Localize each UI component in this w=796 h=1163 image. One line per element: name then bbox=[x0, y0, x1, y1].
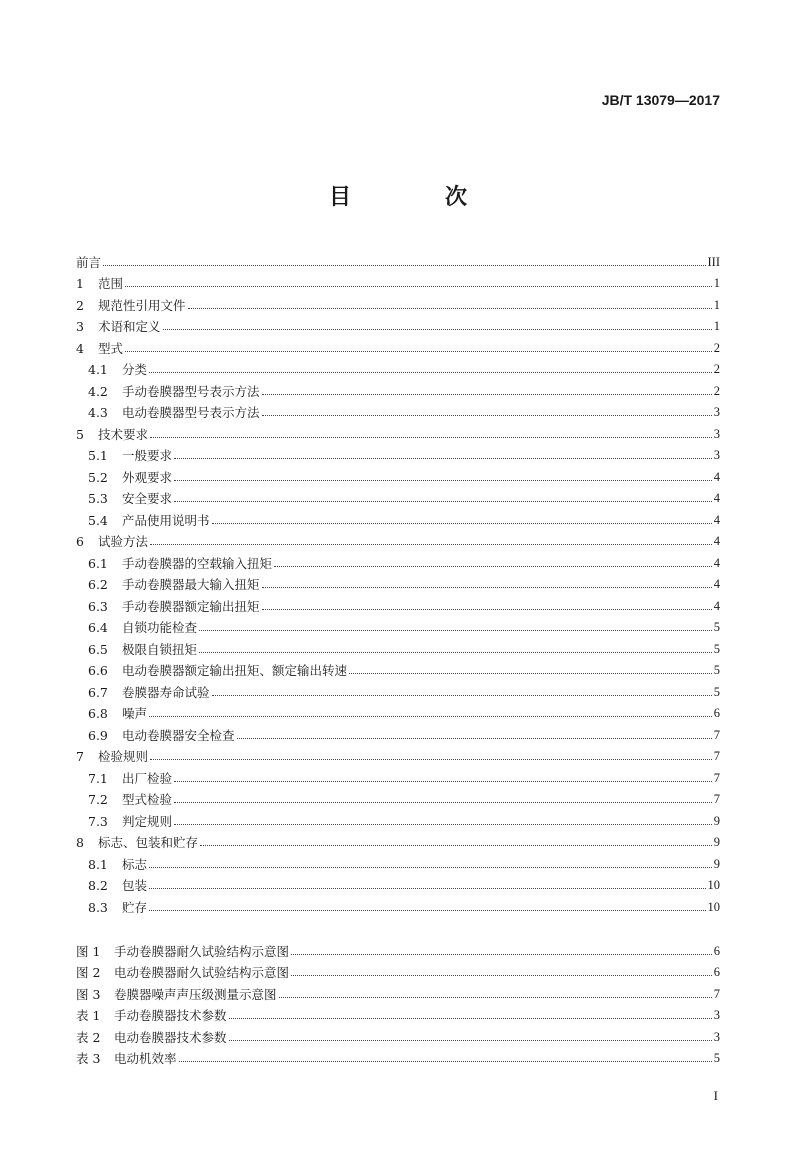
toc-entry-page: 6 bbox=[713, 965, 720, 979]
toc-entry[interactable] bbox=[76, 893, 720, 915]
toc-entry[interactable] bbox=[76, 248, 720, 270]
dot-leader bbox=[174, 479, 712, 481]
toc-entry-label: 安全要求 bbox=[122, 491, 173, 506]
toc-entry-label: 手动卷膜器技术参数 bbox=[114, 1008, 227, 1023]
toc-entry[interactable] bbox=[76, 959, 720, 981]
toc-entry-label: 极限自锁扭矩 bbox=[122, 641, 198, 657]
toc-entry-label: 手动卷膜器型号表示方法 bbox=[122, 383, 260, 399]
toc-entry-label: 手动卷膜器耐久试验结构示意图 bbox=[114, 943, 290, 959]
toc-entry[interactable] bbox=[76, 1045, 720, 1067]
toc-entry-page: 4 bbox=[713, 469, 720, 484]
toc-entry-number: 6.3 bbox=[88, 598, 108, 614]
toc-entry-label: 出厂检验 bbox=[122, 770, 173, 786]
dot-leader bbox=[188, 307, 712, 309]
page-number: I bbox=[713, 1088, 718, 1103]
toc-entry-page: 7 bbox=[713, 770, 720, 785]
toc-entry-number: 6.4 bbox=[88, 620, 108, 635]
toc-entry-number: 5.2 bbox=[88, 469, 108, 485]
dot-leader bbox=[212, 694, 712, 696]
toc-entry-label: 标志、包装和贮存 bbox=[98, 835, 199, 850]
toc-entry[interactable] bbox=[76, 764, 720, 786]
dot-leader bbox=[279, 996, 712, 998]
toc-entry[interactable] bbox=[76, 377, 720, 399]
toc-entry-label: 规范性引用文件 bbox=[98, 297, 186, 313]
dot-leader bbox=[229, 1039, 712, 1041]
toc-entry[interactable] bbox=[76, 291, 720, 313]
toc-entry[interactable] bbox=[76, 614, 720, 636]
toc-entry-number: 4.2 bbox=[88, 383, 108, 399]
toc-entry[interactable] bbox=[76, 850, 720, 872]
toc-entry[interactable] bbox=[76, 635, 720, 657]
toc-entry-number: 7.1 bbox=[88, 770, 108, 786]
toc-entry-number: 7 bbox=[76, 749, 84, 764]
toc-entry-page: 4 bbox=[713, 491, 720, 505]
toc-entry-page: 7 bbox=[713, 749, 720, 763]
dot-leader bbox=[174, 780, 712, 782]
figure-table-list bbox=[76, 937, 720, 1066]
toc-entry-number: 4.1 bbox=[88, 362, 108, 377]
toc-entry-page: 2 bbox=[713, 340, 720, 355]
dot-leader bbox=[262, 414, 712, 416]
dot-leader bbox=[149, 866, 712, 868]
toc-entry[interactable] bbox=[76, 678, 720, 700]
toc-entry-page: 5 bbox=[713, 684, 720, 699]
toc-entry[interactable] bbox=[76, 786, 720, 808]
dot-leader bbox=[149, 909, 705, 911]
toc-entry-page: 4 bbox=[713, 598, 720, 613]
toc-entry-page: 4 bbox=[713, 555, 720, 570]
toc-entry-label: 技术要求 bbox=[98, 426, 149, 442]
toc-entry[interactable] bbox=[76, 506, 720, 528]
toc-entry-page: 2 bbox=[713, 362, 720, 376]
toc-entry-label: 电动卷膜器技术参数 bbox=[114, 1029, 227, 1045]
dot-leader bbox=[149, 715, 712, 717]
toc-entry[interactable] bbox=[76, 270, 720, 292]
toc-entry-number: 5.1 bbox=[88, 448, 108, 463]
toc-entry-label: 电动卷膜器型号表示方法 bbox=[122, 405, 260, 420]
toc-entry-page: 4 bbox=[713, 512, 720, 527]
toc-entry-label: 电动卷膜器安全检查 bbox=[122, 727, 235, 743]
toc-entry-number: 表 3 bbox=[76, 1051, 101, 1066]
dot-leader bbox=[291, 974, 712, 976]
dot-leader bbox=[125, 285, 712, 287]
toc-entry-number: 图 3 bbox=[76, 986, 101, 1002]
toc-entry[interactable] bbox=[76, 549, 720, 571]
toc-entry[interactable] bbox=[76, 980, 720, 1002]
toc-entry-page: III bbox=[707, 254, 720, 269]
toc-entry-page: 1 bbox=[713, 319, 720, 333]
toc-entry-page: 3 bbox=[713, 1008, 720, 1022]
dot-leader bbox=[200, 844, 712, 846]
toc-entry-number: 5.4 bbox=[88, 512, 108, 528]
toc-entry-label: 贮存 bbox=[122, 899, 148, 915]
toc-entry-label: 电动卷膜器耐久试验结构示意图 bbox=[114, 965, 290, 980]
toc-entry-page: 9 bbox=[713, 813, 720, 828]
toc-entry-number: 表 1 bbox=[76, 1008, 101, 1023]
toc-entry-number: 4 bbox=[76, 340, 84, 356]
toc-entry-number: 6.7 bbox=[88, 684, 108, 700]
toc-entry-number: 表 2 bbox=[76, 1029, 101, 1045]
toc-entry-page: 3 bbox=[713, 426, 720, 441]
toc-entry[interactable] bbox=[76, 485, 720, 507]
toc-entry-number: 8.3 bbox=[88, 899, 108, 915]
toc-entry[interactable] bbox=[76, 1002, 720, 1024]
dot-leader bbox=[199, 651, 712, 653]
dot-leader bbox=[150, 758, 712, 760]
toc-entry-label: 手动卷膜器的空载输入扭矩 bbox=[122, 555, 273, 571]
toc-entry-number: 图 2 bbox=[76, 965, 101, 980]
toc-entry-label: 范围 bbox=[98, 276, 124, 291]
toc-entry-label: 电动机效率 bbox=[114, 1051, 177, 1066]
dot-leader bbox=[199, 629, 712, 631]
dot-leader bbox=[149, 371, 712, 373]
toc-entry-page: 5 bbox=[713, 641, 720, 656]
dot-leader bbox=[212, 522, 712, 524]
toc-entry-number: 5 bbox=[76, 426, 84, 442]
dot-leader bbox=[262, 586, 712, 588]
toc-entry[interactable] bbox=[76, 657, 720, 679]
toc-entry-number: 8.2 bbox=[88, 878, 108, 893]
toc-entry-number: 8 bbox=[76, 835, 84, 850]
toc-entry-label: 型式 bbox=[98, 340, 124, 356]
toc-entry-number: 7.2 bbox=[88, 792, 108, 807]
dot-leader bbox=[237, 737, 712, 739]
toc-entry-page: 4 bbox=[713, 534, 720, 548]
dot-leader bbox=[174, 801, 712, 803]
toc-entry[interactable] bbox=[76, 937, 720, 959]
toc-entry-label: 外观要求 bbox=[122, 469, 173, 485]
toc-entry-page: 3 bbox=[713, 405, 720, 419]
page-title: 目 次 bbox=[328, 185, 503, 210]
dot-leader bbox=[179, 1060, 712, 1062]
toc-entry-page: 10 bbox=[707, 899, 720, 914]
toc-entry-number: 6.8 bbox=[88, 706, 108, 721]
toc-entry-label: 分类 bbox=[122, 362, 148, 377]
toc-entry[interactable] bbox=[76, 313, 720, 335]
toc-entry-page: 6 bbox=[713, 943, 720, 958]
toc-entry-number: 6.5 bbox=[88, 641, 108, 657]
dot-leader bbox=[262, 608, 712, 610]
dot-leader bbox=[150, 436, 712, 438]
toc-entry-page: 6 bbox=[713, 706, 720, 720]
toc-entry-label: 型式检验 bbox=[122, 792, 173, 807]
toc-entry-number: 6 bbox=[76, 534, 84, 549]
toc-entry-page: 3 bbox=[713, 1029, 720, 1044]
toc-entry[interactable] bbox=[76, 571, 720, 593]
toc-entry-page: 4 bbox=[713, 577, 720, 591]
dot-leader bbox=[125, 350, 712, 352]
toc-entry[interactable] bbox=[76, 592, 720, 614]
dot-leader bbox=[149, 887, 705, 889]
toc-entry[interactable] bbox=[76, 399, 720, 421]
toc-entry[interactable] bbox=[76, 743, 720, 765]
toc-entry-label: 电动卷膜器额定输出扭矩、额定输出转速 bbox=[122, 663, 348, 678]
toc-entry[interactable] bbox=[76, 872, 720, 894]
toc-entry-label: 手动卷膜器最大输入扭矩 bbox=[122, 577, 260, 592]
toc-entry[interactable] bbox=[76, 420, 720, 442]
dot-leader bbox=[174, 457, 712, 459]
toc-entry[interactable] bbox=[76, 334, 720, 356]
dot-leader bbox=[174, 500, 712, 502]
toc-entry[interactable] bbox=[76, 700, 720, 722]
dot-leader bbox=[274, 565, 712, 567]
toc-entry-number: 4.3 bbox=[88, 405, 108, 420]
toc-entry-number: 3 bbox=[76, 319, 84, 334]
toc-entry-label: 检验规则 bbox=[98, 749, 149, 764]
toc-entry-label: 包装 bbox=[122, 878, 148, 893]
toc-entry-number: 6.2 bbox=[88, 577, 108, 592]
toc-entry-label: 术语和定义 bbox=[98, 319, 161, 334]
toc-entry[interactable] bbox=[76, 463, 720, 485]
toc-entry-page: 2 bbox=[713, 383, 720, 398]
toc-entry-page: 7 bbox=[713, 727, 720, 742]
toc-entry-number: 8.1 bbox=[88, 856, 108, 872]
toc-entry-page: 9 bbox=[713, 835, 720, 849]
toc-entry-label: 噪声 bbox=[122, 706, 148, 721]
toc-entry-number: 5.3 bbox=[88, 491, 108, 506]
toc-entry[interactable] bbox=[76, 829, 720, 851]
dot-leader bbox=[229, 1017, 712, 1019]
toc-entry-page: 1 bbox=[713, 297, 720, 312]
toc-entry[interactable] bbox=[76, 528, 720, 550]
toc-entry[interactable] bbox=[76, 721, 720, 743]
toc-entry-page: 1 bbox=[713, 276, 720, 290]
dot-leader bbox=[150, 543, 712, 545]
dot-leader bbox=[291, 953, 712, 955]
toc-entry-number: 7.3 bbox=[88, 813, 108, 829]
toc-entry-number: 2 bbox=[76, 297, 84, 313]
toc-entry-page: 5 bbox=[713, 663, 720, 677]
toc-entry-page: 7 bbox=[713, 986, 720, 1001]
standard-code: JB/T 13079—2017 bbox=[601, 92, 720, 108]
toc-list bbox=[76, 248, 720, 915]
toc-entry-number: 图 1 bbox=[76, 943, 101, 959]
toc-entry-label: 手动卷膜器额定输出扭矩 bbox=[122, 598, 260, 614]
toc-entry-label: 试验方法 bbox=[98, 534, 149, 549]
toc-entry[interactable] bbox=[76, 807, 720, 829]
toc-entry-label: 自锁功能检查 bbox=[122, 620, 198, 635]
dot-leader bbox=[349, 672, 712, 674]
toc-entry-label: 卷膜器噪声声压级测量示意图 bbox=[114, 986, 277, 1002]
toc-entry-number: 6.9 bbox=[88, 727, 108, 743]
dot-leader bbox=[262, 393, 712, 395]
toc-entry-label: 产品使用说明书 bbox=[122, 512, 210, 528]
toc-entry-label: 前言 bbox=[76, 254, 102, 270]
toc-entry-label: 一般要求 bbox=[122, 448, 173, 463]
dot-leader bbox=[174, 823, 712, 825]
toc-entry-page: 7 bbox=[713, 792, 720, 806]
toc-entry-page: 3 bbox=[713, 448, 720, 462]
toc-entry-number: 6.6 bbox=[88, 663, 108, 678]
toc-entry-page: 10 bbox=[707, 878, 720, 892]
toc-entry-number: 6.1 bbox=[88, 555, 108, 571]
toc-entry-page: 5 bbox=[713, 620, 720, 634]
dot-leader bbox=[163, 328, 712, 330]
toc-entry-number: 1 bbox=[76, 276, 84, 291]
toc-entry-label: 判定规则 bbox=[122, 813, 173, 829]
toc-entry-page: 5 bbox=[713, 1051, 720, 1065]
dot-leader bbox=[103, 264, 705, 266]
toc-entry-label: 标志 bbox=[122, 856, 148, 872]
toc-entry[interactable] bbox=[76, 356, 720, 378]
toc-entry[interactable] bbox=[76, 442, 720, 464]
toc-entry-label: 卷膜器寿命试验 bbox=[122, 684, 210, 700]
toc-entry[interactable] bbox=[76, 1023, 720, 1045]
toc-entry-page: 9 bbox=[713, 856, 720, 871]
